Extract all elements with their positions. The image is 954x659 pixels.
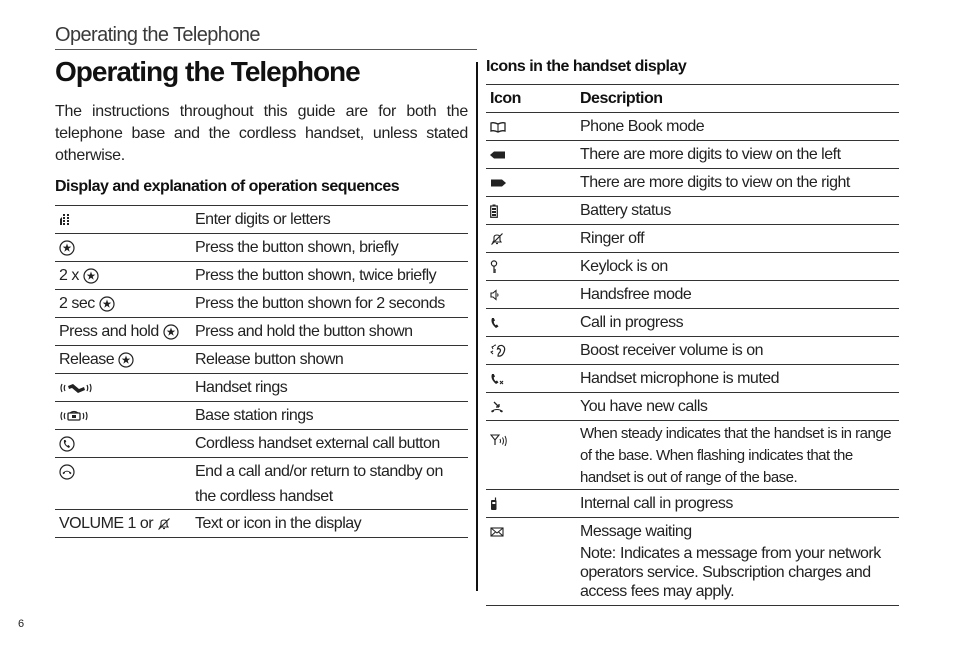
- sequence-cell: [55, 234, 187, 262]
- table-row: [55, 458, 468, 510]
- base-rings-icon: [59, 409, 89, 423]
- table-row: [486, 225, 899, 253]
- table-row: [55, 430, 468, 458]
- description-cell: Ringer off: [572, 225, 899, 253]
- running-header: Operating the Telephone: [55, 24, 260, 46]
- star-button-icon: [59, 240, 75, 256]
- sequence-cell: [55, 458, 187, 510]
- sequence-cell: [55, 206, 187, 234]
- explanation-cell: Press and hold the button shown: [187, 318, 468, 346]
- explanation-cell: Press the button shown for 2 seconds: [187, 290, 468, 318]
- explanation-cell: Handset rings: [187, 374, 468, 402]
- envelope-icon: [490, 527, 504, 537]
- icon-cell: [486, 518, 572, 606]
- description-cell: Boost receiver volume is on: [572, 337, 899, 365]
- table-row: [486, 141, 899, 169]
- table-row: [486, 365, 899, 393]
- column-divider: [476, 62, 478, 591]
- signal-icon: [490, 434, 508, 446]
- sequence-prefix: VOLUME 1 or: [59, 515, 154, 532]
- description-cell: Handsfree mode: [572, 281, 899, 309]
- table-row: [486, 421, 899, 490]
- table-row: [486, 281, 899, 309]
- table-row: [55, 262, 468, 290]
- table-row: [55, 290, 468, 318]
- sequence-prefix: 2 sec: [59, 295, 95, 312]
- description-cell: You have new calls: [572, 393, 899, 421]
- table-row: [486, 253, 899, 281]
- mute-icon: [490, 373, 504, 385]
- description-cell: Handset microphone is muted: [572, 365, 899, 393]
- explanation-cell: End a call and/or return to standby on the cordless handset: [187, 458, 468, 510]
- table-row: [486, 197, 899, 225]
- sequence-cell: [55, 430, 187, 458]
- keylock-icon: [490, 260, 498, 274]
- header-rule: [55, 49, 477, 50]
- explanation-cell: Base station rings: [187, 402, 468, 430]
- note-label: Note:: [580, 545, 616, 562]
- icon-cell: [486, 253, 572, 281]
- column-header-icon: Icon: [486, 85, 572, 113]
- intro-paragraph: The instructions throughout this guide are for both the telephone base and the cordless handset, unless stated otherwise.: [55, 103, 468, 164]
- icon-cell: [486, 393, 572, 421]
- message-waiting-label: Message waiting: [580, 523, 692, 540]
- table-row: [55, 346, 468, 374]
- arrow-left-icon: [490, 151, 506, 159]
- call-button-icon: [59, 436, 75, 452]
- sequence-cell: [55, 262, 187, 290]
- table-row: [486, 393, 899, 421]
- new-calls-icon: [490, 401, 504, 413]
- explanation-cell: Press the button shown, briefly: [187, 234, 468, 262]
- icon-cell: [486, 113, 572, 141]
- table-row: [486, 169, 899, 197]
- explanation-cell: Enter digits or letters: [187, 206, 468, 234]
- table-row: [486, 113, 899, 141]
- sequence-prefix: Press and hold: [59, 323, 159, 340]
- table-row: [55, 510, 468, 538]
- description-cell: Internal call in progress: [572, 490, 899, 518]
- star-button-icon: [83, 268, 99, 284]
- star-button-icon: [163, 324, 179, 340]
- range-description: When steady indicates that the handset is in range of the base. When flashing indicates that the handset is out of range of the base.: [580, 425, 892, 486]
- table-row: [55, 234, 468, 262]
- sequence-prefix: Release: [59, 351, 115, 368]
- icon-cell: [486, 141, 572, 169]
- icon-cell: [486, 169, 572, 197]
- sequence-cell: [55, 318, 187, 346]
- battery-icon: [490, 204, 498, 218]
- display-icons-heading: Icons in the handset display: [486, 58, 687, 75]
- icon-cell: [486, 337, 572, 365]
- table-header-row: [486, 85, 899, 113]
- end-call-icon: [59, 464, 75, 480]
- icon-cell: [486, 225, 572, 253]
- column-header-description: Description: [572, 85, 899, 113]
- ringer-off-icon: [490, 232, 504, 246]
- ringer-off-icon: [157, 517, 171, 531]
- sequence-cell: [55, 402, 187, 430]
- description-cell: There are more digits to view on the right: [572, 169, 899, 197]
- table-row: [486, 337, 899, 365]
- star-button-icon: [118, 352, 134, 368]
- icon-cell: [486, 197, 572, 225]
- arrow-right-icon: [490, 179, 506, 187]
- phonebook-icon: [490, 121, 506, 133]
- table-row: [486, 309, 899, 337]
- icon-cell: [486, 309, 572, 337]
- table-row: [55, 402, 468, 430]
- sequence-prefix: 2 x: [59, 267, 79, 284]
- explanation-cell: Text or icon in the display: [187, 510, 468, 538]
- phone-icon: [490, 317, 500, 329]
- table-row: [486, 518, 899, 606]
- table-row: [55, 206, 468, 234]
- page-number: 6: [18, 618, 25, 630]
- explanation-cell: Release button shown: [187, 346, 468, 374]
- star-button-icon: [99, 296, 115, 312]
- display-icons-table: [486, 84, 899, 606]
- description-cell: Keylock is on: [572, 253, 899, 281]
- description-cell: [572, 421, 899, 490]
- keypad-icon: [59, 213, 73, 227]
- handset-rings-icon: [59, 381, 93, 395]
- operation-sequences-table: [55, 205, 468, 538]
- sequence-cell: [55, 510, 187, 538]
- description-cell: Battery status: [572, 197, 899, 225]
- table-row: [55, 374, 468, 402]
- description-cell: Call in progress: [572, 309, 899, 337]
- description-cell: Phone Book mode: [572, 113, 899, 141]
- description-cell: [572, 518, 899, 606]
- sequence-cell: [55, 374, 187, 402]
- icon-cell: [486, 281, 572, 309]
- explanation-cell: Press the button shown, twice briefly: [187, 262, 468, 290]
- note-text: Indicates a message from your network operators service. Subscription charges and access fees may apply.: [580, 545, 881, 600]
- operation-sequences-heading: Display and explanation of operation sequences: [55, 178, 400, 195]
- page-title: Operating the Telephone: [55, 56, 360, 87]
- icon-cell: [486, 421, 572, 490]
- table-row: [486, 490, 899, 518]
- speaker-icon: [490, 289, 500, 301]
- message-waiting-note: [580, 544, 895, 605]
- table-row: [55, 318, 468, 346]
- icon-cell: [486, 490, 572, 518]
- explanation-cell: Cordless handset external call button: [187, 430, 468, 458]
- sequence-cell: [55, 346, 187, 374]
- description-cell: There are more digits to view on the left: [572, 141, 899, 169]
- internal-call-icon: [490, 497, 498, 511]
- sequence-cell: [55, 290, 187, 318]
- icon-cell: [486, 365, 572, 393]
- ear-icon: [490, 344, 508, 358]
